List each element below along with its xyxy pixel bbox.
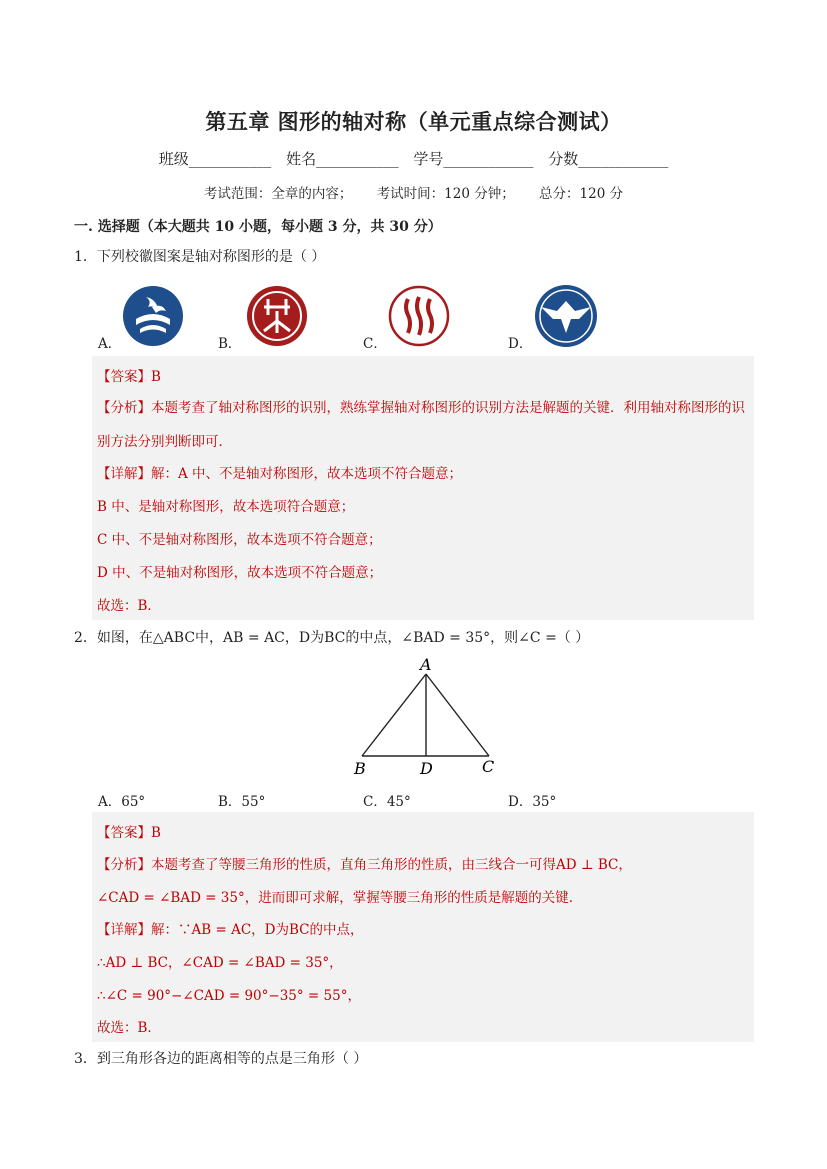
q1-detail-line: 故选：B．	[97, 598, 161, 614]
q1-option-c[interactable]: C．	[363, 336, 387, 352]
vertex-label-b: B	[354, 759, 366, 778]
triangle-figure	[350, 654, 500, 778]
emblem-d-icon	[533, 283, 599, 349]
student-info-line	[0, 148, 827, 169]
q1-detail-line: 【详解】解：A 中、不是轴对称图形，故本选项不符合题意；	[97, 466, 463, 482]
name-field: 姓名___________	[286, 150, 399, 168]
class-field: 班级___________	[158, 150, 272, 168]
q2-detail-line: ∴∠C = 90°−∠CAD = 90°−35° = 55°，	[97, 988, 361, 1004]
q2-analysis-line: 【分析】本题考查了等腰三角形的性质，直角三角形的性质，由三线合一可得AD ⊥ BC，	[97, 857, 632, 873]
q2-detail-line: 故选：B．	[97, 1020, 161, 1036]
q2-detail-line: 【详解】解：∵AB = AC，D为BC的中点，	[97, 922, 364, 938]
exam-total: 总分：120 分	[539, 186, 624, 202]
score-field: 分数____________	[548, 150, 669, 168]
vertex-label-c: C	[482, 757, 495, 776]
exam-time: 考试时间：120 分钟；	[376, 186, 515, 202]
q1-detail-line: B 中、是轴对称图形，故本选项符合题意；	[97, 499, 355, 515]
student-id-field: 学号____________	[413, 150, 534, 168]
q1-detail-line: D 中、不是轴对称图形，故本选项不符合题意；	[97, 565, 383, 581]
q2-answer-box	[92, 812, 754, 1042]
q1-option-b[interactable]: B．	[218, 336, 242, 352]
q1-detail-line: C 中、不是轴对称图形，故本选项不符合题意；	[97, 532, 382, 548]
question-1-stem: 1．下列校徽图案是轴对称图形的是（ ）	[74, 249, 326, 265]
q2-analysis-line: ∠CAD = ∠BAD = 35°，进而即可求解，掌握等腰三角形的性质是解题的关键．	[97, 890, 583, 906]
side-ab	[362, 674, 426, 756]
side-ac	[426, 674, 489, 756]
q2-option-c[interactable]: C．45°	[363, 794, 411, 810]
exam-meta-line	[0, 182, 827, 202]
q2-answer: 【答案】B	[97, 825, 161, 841]
point-label-d: D	[420, 759, 433, 778]
q1-option-d[interactable]: D．	[508, 336, 533, 352]
exam-scope: 考试范围：全章的内容；	[203, 186, 353, 202]
section-heading: 一. 选择题（本大题共 10 小题，每小题 3 分，共 30 分）	[74, 219, 442, 235]
q2-option-a[interactable]: A．65°	[98, 794, 146, 810]
vertex-label-a: A	[420, 655, 432, 674]
question-3-stem: 3．到三角形各边的距离相等的点是三角形（ ）	[74, 1051, 368, 1067]
emblem-c-icon	[388, 285, 450, 347]
emblem-a-icon	[122, 285, 184, 347]
q1-answer-box	[92, 356, 754, 620]
question-2-stem: 2．如图，在△ABC中，AB = AC，D为BC的中点，∠BAD = 35°，则∠C =（ ）	[74, 630, 590, 646]
emblem-b-icon	[246, 285, 308, 347]
q1-analysis: 【分析】本题考查了轴对称图形的识别，熟练掌握轴对称图形的识别方法是解题的关键．利用轴对称图形的识别方法分别判断即可．	[97, 400, 745, 450]
q1-option-a[interactable]: A．	[98, 336, 122, 352]
page-title: 第五章 图形的轴对称（单元重点综合测试）	[205, 109, 622, 134]
q2-detail-line: ∴AD ⊥ BC，∠CAD = ∠BAD = 35°，	[97, 955, 343, 971]
q2-option-b[interactable]: B．55°	[218, 794, 266, 810]
q1-answer: 【答案】B	[97, 369, 161, 385]
q2-option-d[interactable]: D．35°	[508, 794, 557, 810]
